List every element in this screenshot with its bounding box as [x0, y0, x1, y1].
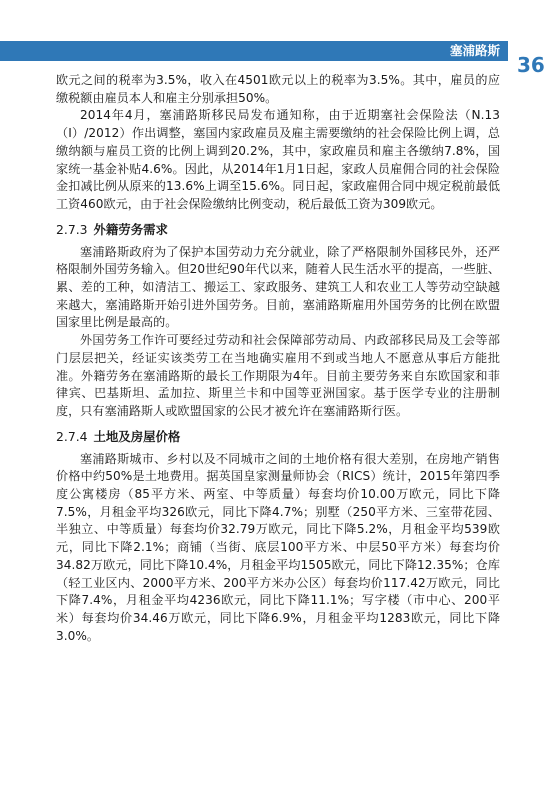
- paragraph-land-prices: 塞浦路斯城市、乡村以及不同城市之间的土地价格有很大差别，在房地产销售价格中约50%是土地费用。据英国皇家测量师协会（RICS）统计，2015年第四季度公寓楼房（85平方米、两室、中等质量）每套均价10.00万欧元，同比下降7.5%，月租金平均326欧元，同比下降4.7%；别墅（250平方米、三室带花园、半独立、中等质量）每套均价32.79万欧元，同比下降5.2%，月租金平均539欧元，同比下降2.1%；商铺（当街、底层100平方米、中层50平方米）每套均价34.82万欧元，同比下降10.4%，月租金平均1505欧元，同比下降12.35%；仓库（轻工业区内、2000平方米、200平方米办公区）每套均价117.42万欧元，同比下降7.4%，月租金平均4236欧元，同比下降11.1%；写字楼（市中心、200平米）每套均价34.46万欧元，同比下降6.9%，月租金平均1283欧元，同比下降3.0%。: [56, 451, 500, 643]
- section-number: 2.7.4: [56, 428, 88, 444]
- page-body: [56, 72, 500, 645]
- paragraph-work-permit: 外国劳务工作许可要经过劳动和社会保障部劳动局、内政部移民局及工会等部门层层把关，经证实该类劳工在当地确实雇用不到或当地人不愿意从事后方能批准。外籍劳务在塞浦路斯的最长工作期限为4年。目前主要劳务来自东欧国家和菲律宾、巴基斯坦、孟加拉、斯里兰卡和中国等亚洲国家。基于医学专业的注册制度，只有塞浦路斯人或欧盟国家的公民才被允许在塞浦路斯行医。: [56, 333, 500, 418]
- section-heading-foreign-labor: [56, 221, 500, 238]
- paragraph-tax-continuation: 欧元之间的税率为3.5%，收入在4501欧元以上的税率为3.5%。其中，雇员的应缴税额由雇员本人和雇主分别承担50%。: [56, 73, 500, 105]
- section-number: 2.7.3: [56, 221, 88, 237]
- paragraph-foreign-labor-demand: 塞浦路斯政府为了保护本国劳动力充分就业，除了严格限制外国移民外，还严格限制外国劳务输入。但20世纪90年代以来，随着人民生活水平的提高，一些脏、累、差的工种，如清洁工、搬运工、家政服务、建筑工人和农业工人等劳动空缺越来越大，塞浦路斯开始引进外国劳务。目前，塞浦路斯雇用外国劳务的比例在欧盟国家里比例是最高的。: [56, 244, 500, 330]
- header-title: 塞浦路斯: [449, 43, 500, 58]
- paragraph-social-insurance: 2014年4月，塞浦路斯移民局发布通知称，由于近期塞社会保险法（N.13（I）/2012）作出调整，塞国内家政雇员及雇主需要缴纳的社会保险比例上调，总缴纳额与雇员工资的比例上调到20.2%，其中，家政雇员和雇主各缴纳7.8%，国家统一基金补贴4.6%。因此，从2014年1月1日起，家政人员雇佣合同的社会保险金扣减比例从原来的13.6%上调至15.6%。同日起，家政雇佣合同中规定税前最低工资460欧元，由于社会保险缴纳比例变动，税后最低工资为309欧元。: [56, 108, 500, 211]
- section-heading-land-prices: [56, 428, 500, 445]
- section-title: 土地及房屋价格: [93, 428, 181, 444]
- page-header-bar: [0, 41, 508, 61]
- section-title: 外籍劳务需求: [93, 221, 168, 237]
- page-number: 36: [517, 53, 545, 77]
